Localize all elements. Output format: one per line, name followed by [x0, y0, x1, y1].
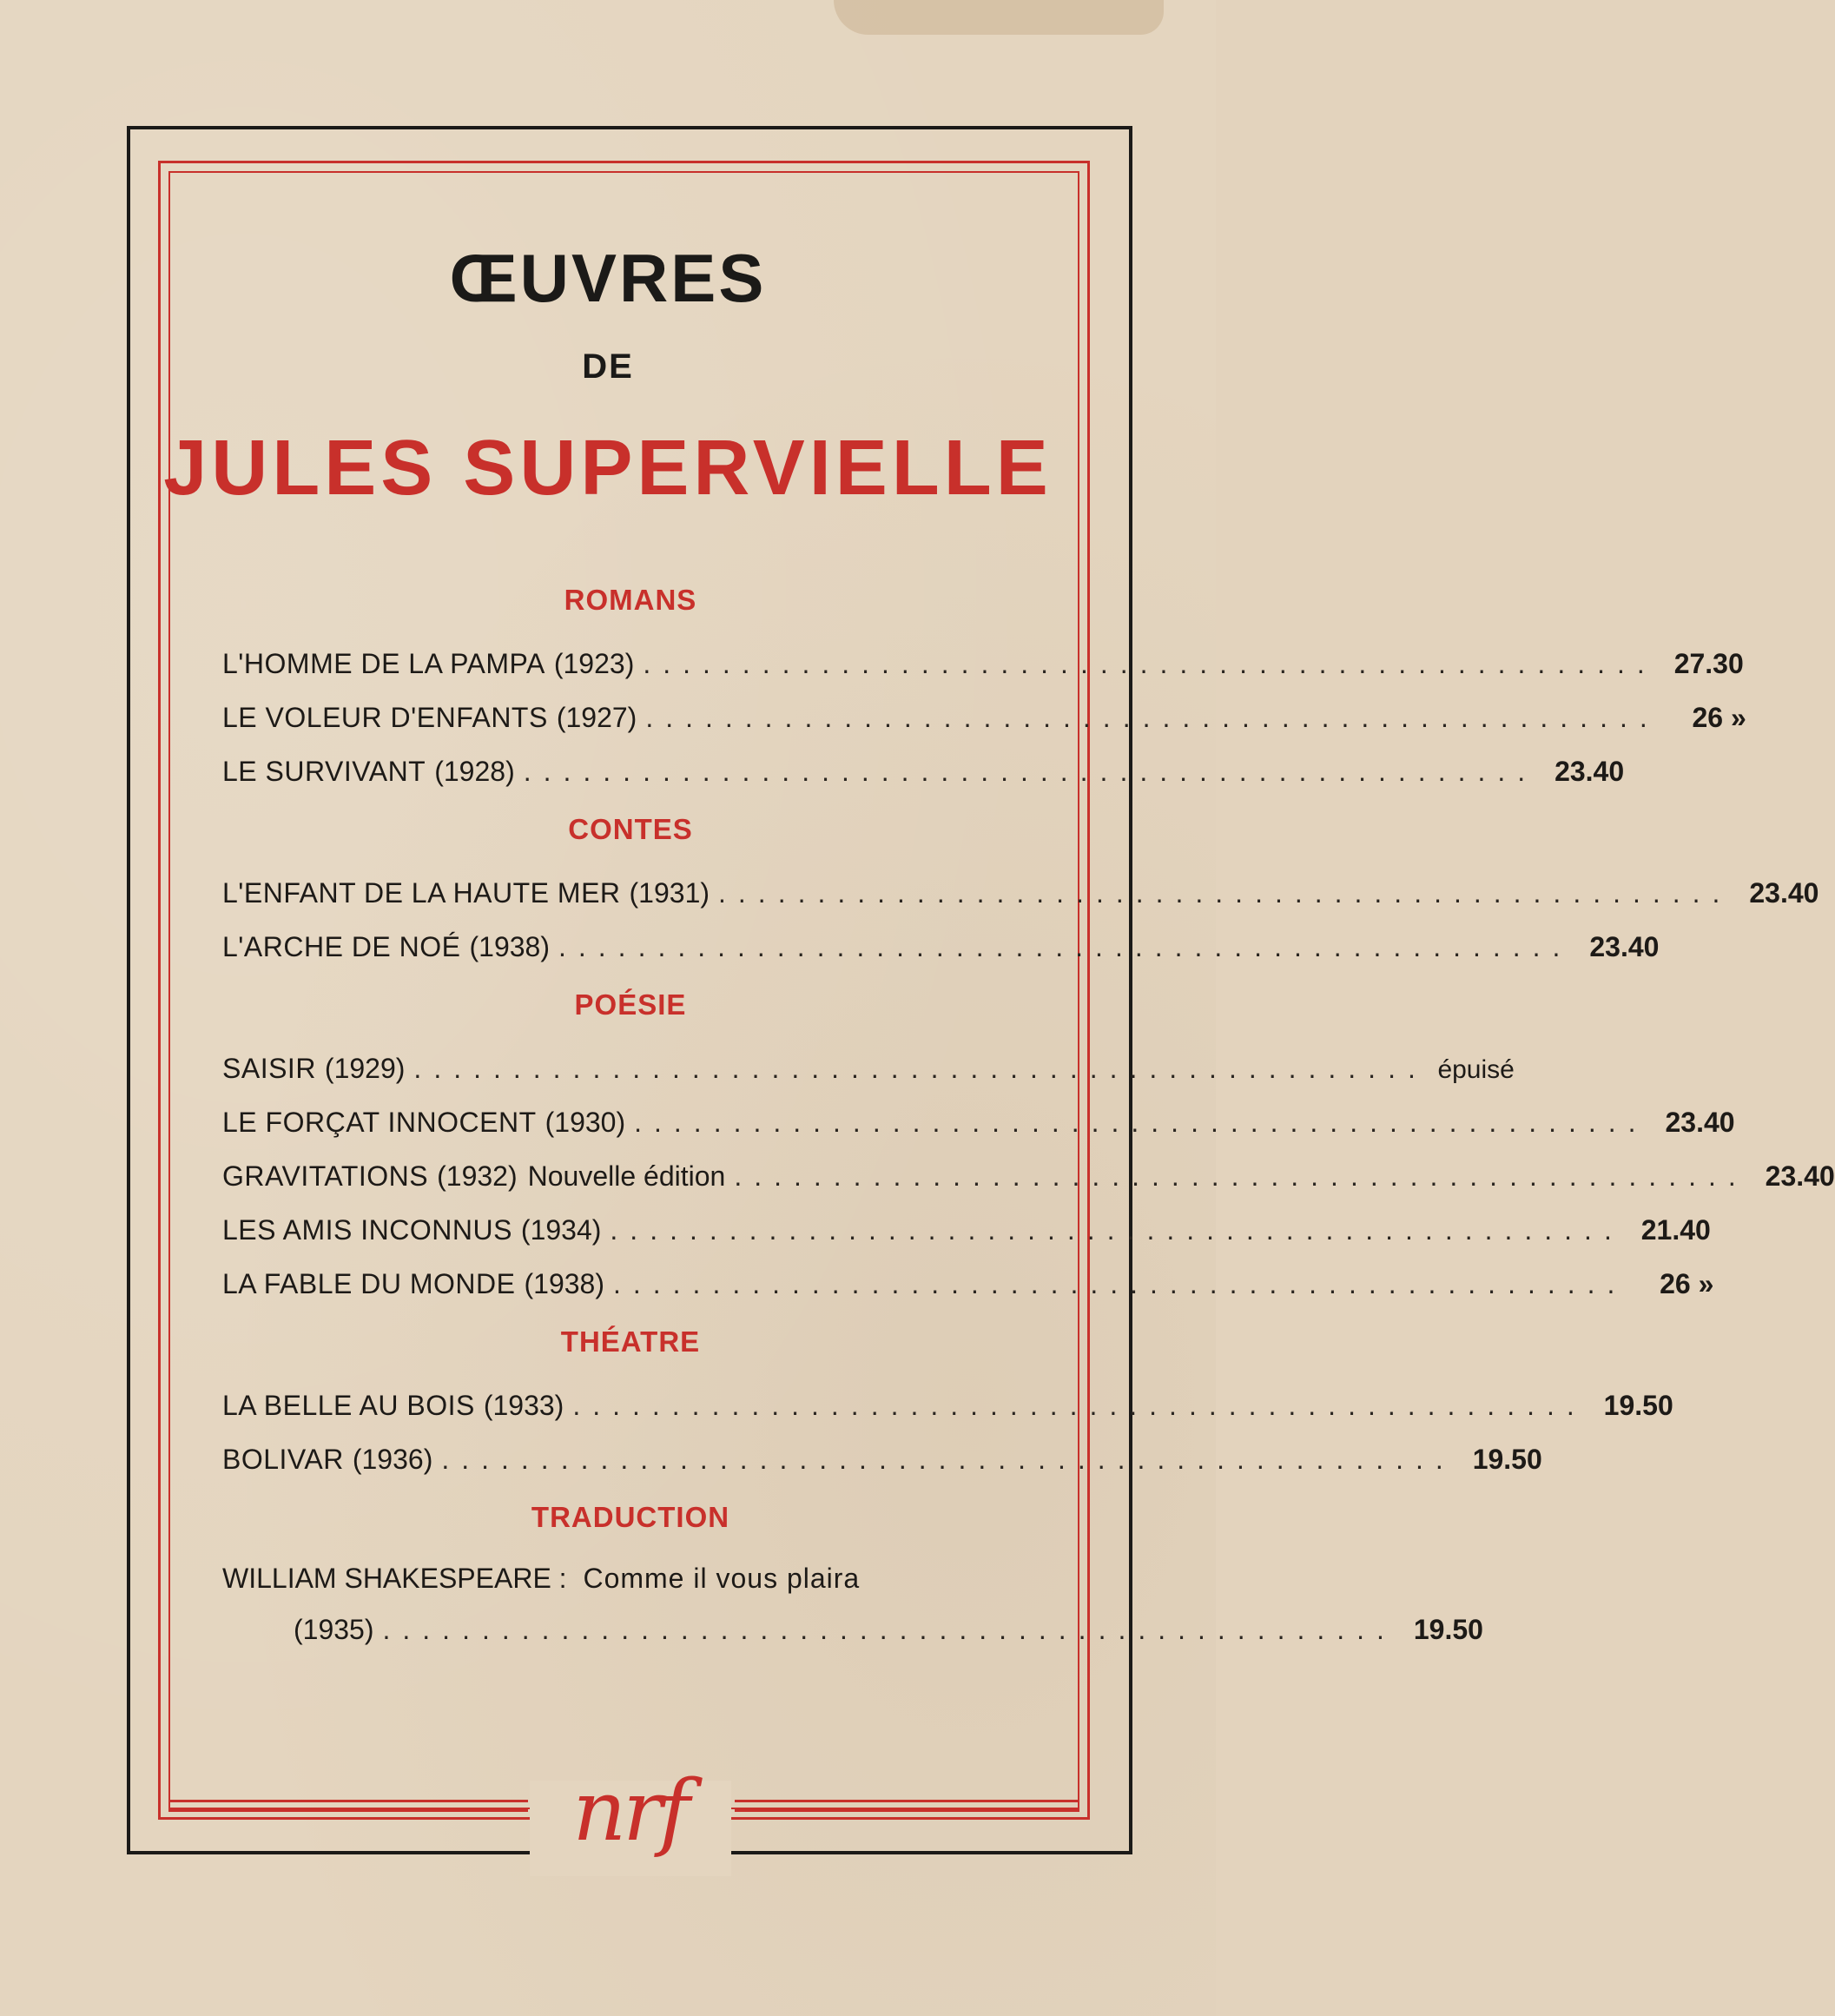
section-heading-romans: ROMANS [564, 584, 697, 616]
dot-leader: ................................................... [413, 1053, 1428, 1084]
list-item [222, 1149, 1835, 1203]
list-item [222, 637, 1744, 691]
work-year: (1929) [324, 1053, 406, 1084]
work-title: LA FABLE DU MONDE [222, 1268, 516, 1299]
work-title: LE VOLEUR D'ENFANTS [222, 702, 548, 733]
work-price: 26 » [1692, 702, 1746, 733]
work-year: (1935) [294, 1614, 374, 1645]
work-status: épuisé [1437, 1055, 1515, 1084]
work-year: (1938) [469, 931, 550, 962]
work-title: LE FORÇAT INNOCENT [222, 1107, 537, 1138]
dot-leader: ................................................... [558, 931, 1573, 962]
list-item [222, 920, 1660, 974]
dot-leader: ................................................... [718, 877, 1733, 909]
work-title: LES AMIS INCONNUS [222, 1214, 512, 1246]
list-item [222, 1095, 1735, 1149]
work-price: 23.40 [1765, 1160, 1835, 1192]
dot-leader: ................................................... [382, 1614, 1396, 1645]
work-price: 26 » [1660, 1268, 1714, 1299]
work-price: 27.30 [1673, 648, 1744, 679]
section-heading-poesie: POÉSIE [574, 988, 687, 1021]
work-year: (1930) [545, 1107, 626, 1138]
dot-leader: ................................................... [734, 1160, 1748, 1192]
list-item [222, 1041, 1515, 1095]
work-year: (1932) [437, 1160, 518, 1192]
list-item [222, 744, 1625, 798]
dot-leader: ................................................... [610, 1214, 1624, 1246]
work-title: L'ENFANT DE LA HAUTE MER [222, 877, 621, 909]
dot-leader: ................................................... [643, 648, 1657, 679]
work-price: 19.50 [1413, 1614, 1483, 1645]
section-heading-traduction: TRADUCTION [531, 1501, 730, 1533]
heading-de: DE [582, 347, 634, 386]
work-title: L'HOMME DE LA PAMPA [222, 648, 545, 679]
work-year: (1928) [434, 756, 515, 787]
work-title: BOLIVAR [222, 1444, 344, 1475]
list-item [222, 1257, 1714, 1311]
author-name: JULES SUPERVIELLE [163, 425, 1053, 512]
list-item [222, 1432, 1542, 1486]
translation-credit [222, 1554, 1039, 1603]
work-year: (1936) [352, 1444, 433, 1475]
list-item [222, 691, 1746, 744]
work-title: LA BELLE AU BOIS [222, 1390, 475, 1421]
work-year: (1927) [556, 702, 637, 733]
list-item [222, 1203, 1711, 1257]
work-title: LE SURVIVANT [222, 756, 426, 787]
edition-note: Nouvelle édition [527, 1160, 726, 1192]
work-title: L'ARCHE DE NOÉ [222, 931, 461, 962]
paper-stain [834, 0, 1164, 35]
dot-leader: ................................................... [572, 1390, 1587, 1421]
nrf-logo: nrf [572, 1762, 687, 1860]
dot-leader: ................................................... [612, 1268, 1627, 1299]
section-heading-contes: CONTES [568, 813, 693, 845]
translated-work: Comme il vous plaira [583, 1563, 861, 1594]
heading-oeuvres: ŒUVRES [449, 240, 767, 316]
nrf-rule-left [168, 1800, 528, 1812]
dot-leader: ................................................... [645, 702, 1660, 733]
work-price: 23.40 [1554, 756, 1625, 787]
dot-leader: ................................................... [523, 756, 1538, 787]
work-price: 19.50 [1472, 1444, 1542, 1475]
list-item [222, 1378, 1673, 1432]
work-year: (1934) [520, 1214, 602, 1246]
work-price: 23.40 [1749, 877, 1819, 909]
work-price: 21.40 [1640, 1214, 1711, 1246]
work-title: SAISIR [222, 1053, 316, 1084]
dot-leader: ................................................... [634, 1107, 1648, 1138]
nrf-rule-right [735, 1800, 1079, 1812]
work-price: 23.40 [1665, 1107, 1735, 1138]
list-item [222, 1603, 1483, 1656]
work-price: 19.50 [1603, 1390, 1673, 1421]
work-title: GRAVITATIONS [222, 1160, 429, 1192]
work-year: (1938) [524, 1268, 604, 1299]
section-heading-theatre: THÉATRE [560, 1325, 701, 1358]
list-item [222, 866, 1819, 920]
work-year: (1931) [629, 877, 710, 909]
work-year: (1923) [553, 648, 635, 679]
bibliography-list [222, 569, 1835, 1656]
work-year: (1933) [483, 1390, 564, 1421]
dot-leader: ................................................... [441, 1444, 1455, 1475]
work-price: 23.40 [1589, 931, 1660, 962]
translated-author: WILLIAM SHAKESPEARE : [222, 1563, 567, 1594]
